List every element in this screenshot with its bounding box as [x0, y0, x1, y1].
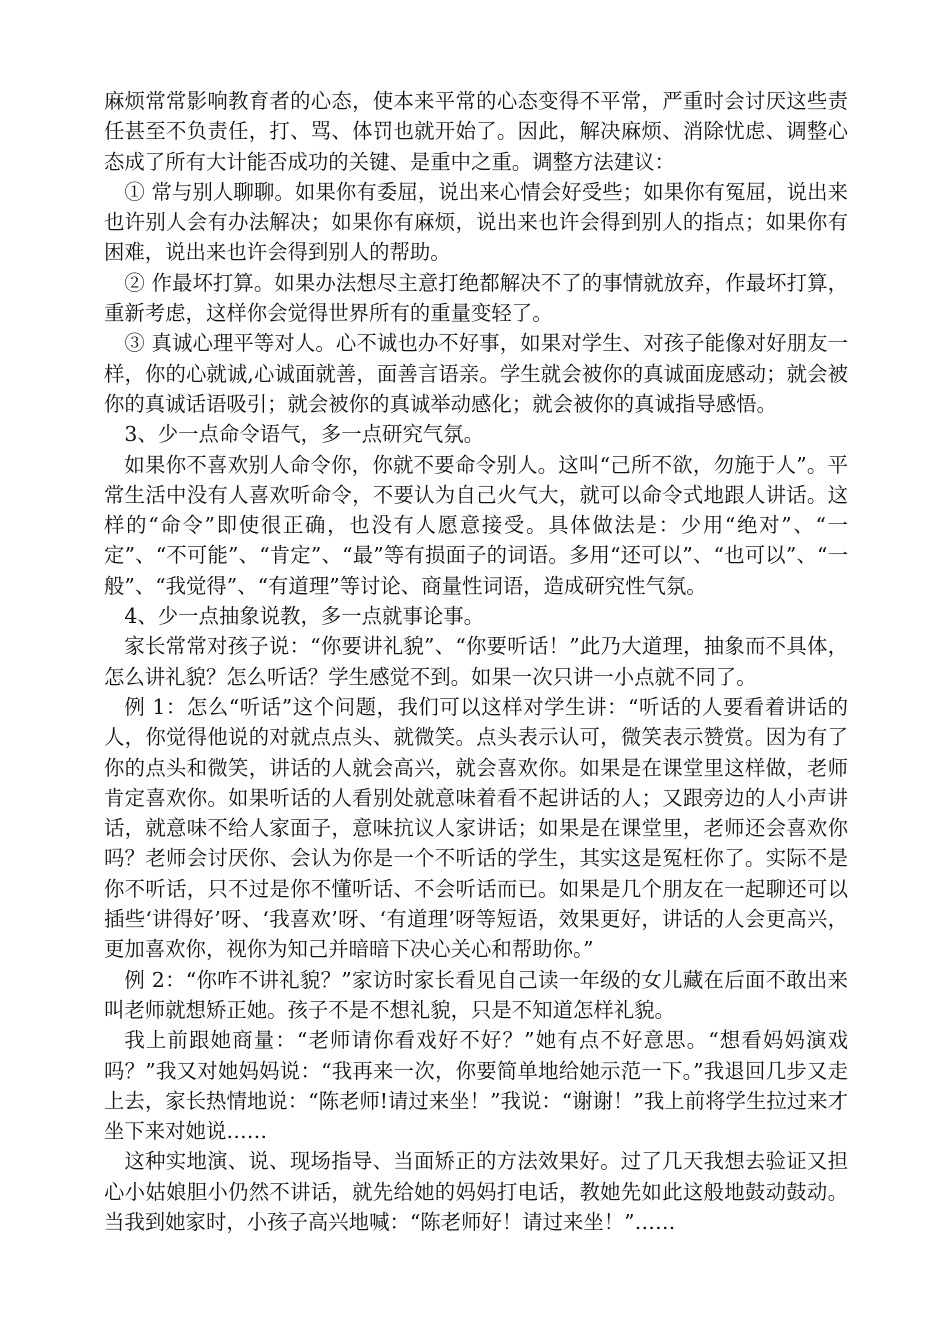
paragraph-tip-2: ② 作最坏打算。如果办法想尽主意打绝都解决不了的事情就放弃，作最坏打算，重新考虑，这样你会觉得世界所有的重量变轻了。 — [104, 270, 848, 326]
section-heading-3: 3、少一点命令语气，多一点研究气氛。 — [124, 422, 485, 447]
paragraph-section-4: 家长常常对孩子说：“你要讲礼貌”、“你要听话！”此乃大道理，抽象而不具体，怎么讲礼貌？怎么听话？学生感觉不到。如果一次只讲一小点就不同了。 — [104, 634, 848, 689]
paragraph-example-1: 例 1：怎么“听话”这个问题，我们可以这样对学生讲：“听话的人要看着讲话的人，你觉得他说的对就点点头、就微笑。点头表示认可，微笑表示赞赏。因为有了你的点头和微笑，讲话的人就会高兴，就会喜欢你。如果是在课堂里这样做，老师肯定喜欢你。如果听话的人看别处就意味着看不起讲话的人；又跟旁边的人小声讲话，就意味不给人家面子，意味抗议人家讲话；如果是在课堂里，老师还会喜欢你吗？老师会讨厌你、会认为你是一个不听话的学生，其实这是冤枉你了。实际不是你不听话，只不过是你不懂听话、不会听话而已。如果是几个朋友在一起聊还可以插些‘讲得好’呀、‘我喜欢’呀、‘有道理’呀等短语，效果更好，讲话的人会更高兴，更加喜欢你，视你为知己并暗暗下决心关心和帮助你。” — [104, 694, 848, 962]
paragraph-section-3: 如果你不喜欢别人命令你，你就不要命令别人。这叫“己所不欲，勿施于人”。平常生活中没有人喜欢听命令，不要认为自己火气大，就可以命令式地跟人讲话。这样的“命令”即使很正确，也没有人愿意接受。具体做法是：少用“绝对”、“一定”、“不可能”、“肯定”、“最”等有损面子的词语。多用“还可以”、“也可以”、“一般”、“我觉得”、“有道理”等讨论、商量性词语，造成研究性气氛。 — [104, 452, 848, 598]
paragraph-intro: 麻烦常常影响教育者的心态，使本来平常的心态变得不平常，严重时会讨厌这些责任甚至不负责任，打、骂、体罚也就开始了。因此，解决麻烦、消除忧虑、调整心态成了所有大计能否成功的关键、是重中之重。调整方法建议： — [104, 89, 848, 174]
document-body — [104, 86, 848, 1237]
section-heading-4: 4、少一点抽象说教，多一点就事论事。 — [124, 604, 485, 629]
paragraph-tip-3: ③ 真诚心理平等对人。心不诚也办不好事，如果对学生、对孩子能像对好朋友一样，你的心就诚,心诚面就善，面善言语亲。学生就会被你的真诚面庞感动；就会被你的真诚话语吸引；就会被你的真诚举动感化；就会被你的真诚指导感悟。 — [104, 331, 848, 416]
paragraph-example-2-dialogue: 我上前跟她商量：“老师请你看戏好不好？”她有点不好意思。“想看妈妈演戏吗？”我又对她妈妈说：“我再来一次，你要简单地给她示范一下。”我退回几步又走上去，家长热情地说：“陈老师!请过来坐！”我说：“谢谢！”我上前将学生拉过来才坐下来对她说…… — [104, 1028, 848, 1144]
paragraph-conclusion: 这种实地演、说、现场指导、当面矫正的方法效果好。过了几天我想去验证又担心小姑娘胆小仍然不讲话，就先给她的妈妈打电话，教她先如此这般地鼓动鼓动。当我到她家时，小孩子高兴地喊：“陈老师好！请过来坐！”…… — [104, 1149, 848, 1234]
paragraph-tip-1: ① 常与别人聊聊。如果你有委屈，说出来心情会好受些；如果你有冤屈，说出来也许别人会有办法解决；如果你有麻烦，说出来也许会得到别人的指点；如果你有困难，说出来也许会得到别人的帮助。 — [104, 179, 848, 265]
paragraph-example-2: 例 2：“你咋不讲礼貌？”家访时家长看见自己读一年级的女儿藏在后面不敢出来叫老师就想矫正她。孩子不是不想礼貌，只是不知道怎样礼貌。 — [104, 967, 848, 1022]
